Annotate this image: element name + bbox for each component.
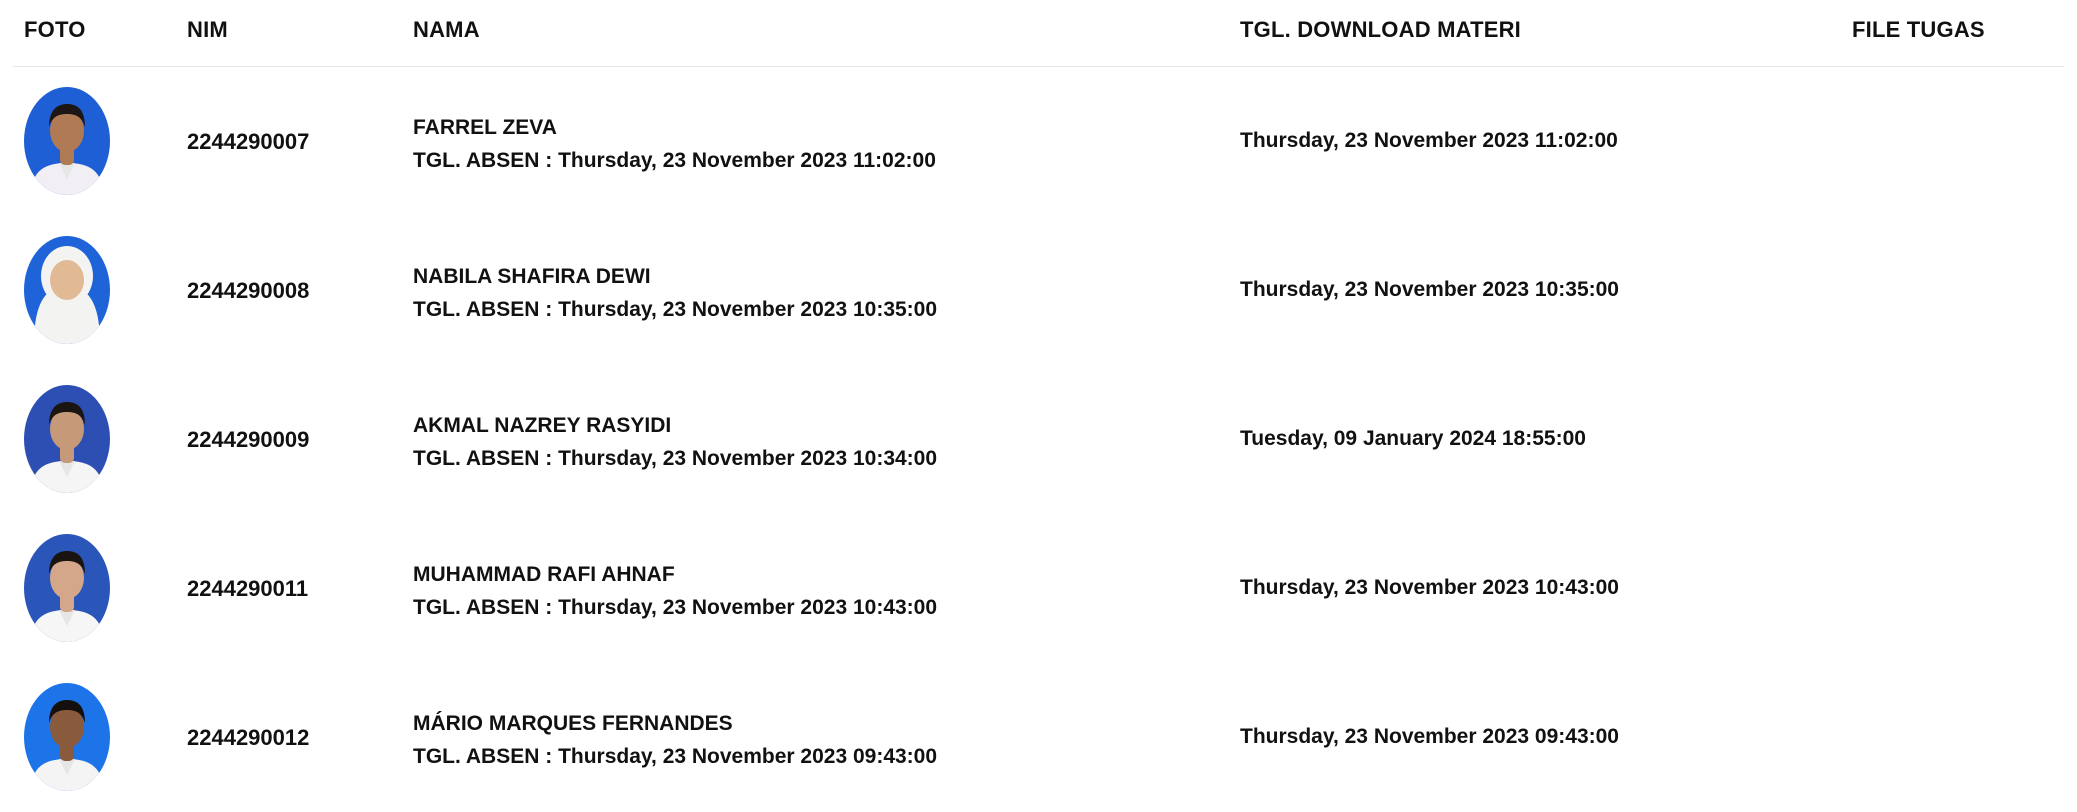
tgl-absen-value: Thursday, 23 November 2023 10:35:00 (558, 298, 938, 321)
table-row (13, 365, 2064, 514)
photo-shape (50, 260, 84, 300)
tgl-download-cell: Tuesday, 09 January 2024 18:55:00 (1240, 427, 1586, 450)
nama-cell (413, 260, 937, 326)
tgl-absen (413, 740, 937, 773)
nim-cell: 2244290011 (187, 576, 309, 601)
table-row (13, 67, 2064, 216)
header-tgl-download-materi: TGL. DOWNLOAD MATERI (1240, 17, 1521, 42)
tgl-download-cell: Thursday, 23 November 2023 10:43:00 (1240, 576, 1619, 599)
tgl-absen-value: Thursday, 23 November 2023 10:34:00 (558, 447, 938, 470)
student-photo (24, 87, 110, 195)
photo-shape (24, 236, 110, 344)
photo-shape (24, 87, 110, 195)
photo-shape (24, 683, 110, 791)
student-photo (24, 385, 110, 493)
nama-cell (413, 409, 937, 475)
table-row (13, 514, 2064, 663)
student-photo (24, 236, 110, 344)
student-photo-image (24, 87, 110, 195)
student-photo (24, 534, 110, 642)
header-file-tugas: FILE TUGAS (1852, 17, 1985, 42)
student-name: NABILA SHAFIRA DEWI (413, 265, 651, 288)
header-nama: NAMA (413, 17, 480, 42)
tgl-absen-label: TGL. ABSEN : (413, 447, 559, 470)
header-nim: NIM (187, 17, 228, 42)
tgl-download-cell: Thursday, 23 November 2023 09:43:00 (1240, 725, 1619, 748)
student-photo-image (24, 534, 110, 642)
table-header (13, 0, 2064, 67)
student-name: FARREL ZEVA (413, 116, 557, 139)
table-row (13, 663, 2064, 812)
tgl-absen-value: Thursday, 23 November 2023 11:02:00 (558, 149, 936, 172)
photo-shape (24, 534, 110, 642)
tgl-download-cell: Thursday, 23 November 2023 10:35:00 (1240, 278, 1619, 301)
student-name: MUHAMMAD RAFI AHNAF (413, 563, 675, 586)
tgl-absen (413, 144, 936, 177)
nim-cell: 2244290012 (187, 725, 310, 750)
tgl-absen-value: Thursday, 23 November 2023 09:43:00 (558, 745, 938, 768)
student-photo-image (24, 683, 110, 791)
tgl-download-cell: Thursday, 23 November 2023 11:02:00 (1240, 129, 1618, 152)
header-foto: FOTO (24, 17, 86, 42)
nama-cell (413, 558, 937, 624)
student-table (13, 0, 2064, 812)
tgl-absen (413, 293, 937, 326)
nama-cell (413, 111, 936, 177)
tgl-absen (413, 591, 937, 624)
student-photo (24, 683, 110, 791)
nama-cell (413, 707, 937, 773)
tgl-absen (413, 442, 937, 475)
table-row (13, 216, 2064, 365)
nim-cell: 2244290008 (187, 278, 310, 303)
tgl-absen-label: TGL. ABSEN : (413, 298, 559, 321)
student-photo-image (24, 236, 110, 344)
tgl-absen-label: TGL. ABSEN : (413, 149, 559, 172)
student-name: AKMAL NAZREY RASYIDI (413, 414, 672, 437)
photo-shape (24, 385, 110, 493)
student-photo-image (24, 385, 110, 493)
nim-cell: 2244290009 (187, 427, 310, 452)
nim-cell: 2244290007 (187, 129, 310, 154)
tgl-absen-value: Thursday, 23 November 2023 10:43:00 (558, 596, 938, 619)
table-body (13, 67, 2064, 812)
student-name: MÁRIO MARQUES FERNANDES (413, 712, 733, 735)
tgl-absen-label: TGL. ABSEN : (413, 596, 559, 619)
tgl-absen-label: TGL. ABSEN : (413, 745, 559, 768)
